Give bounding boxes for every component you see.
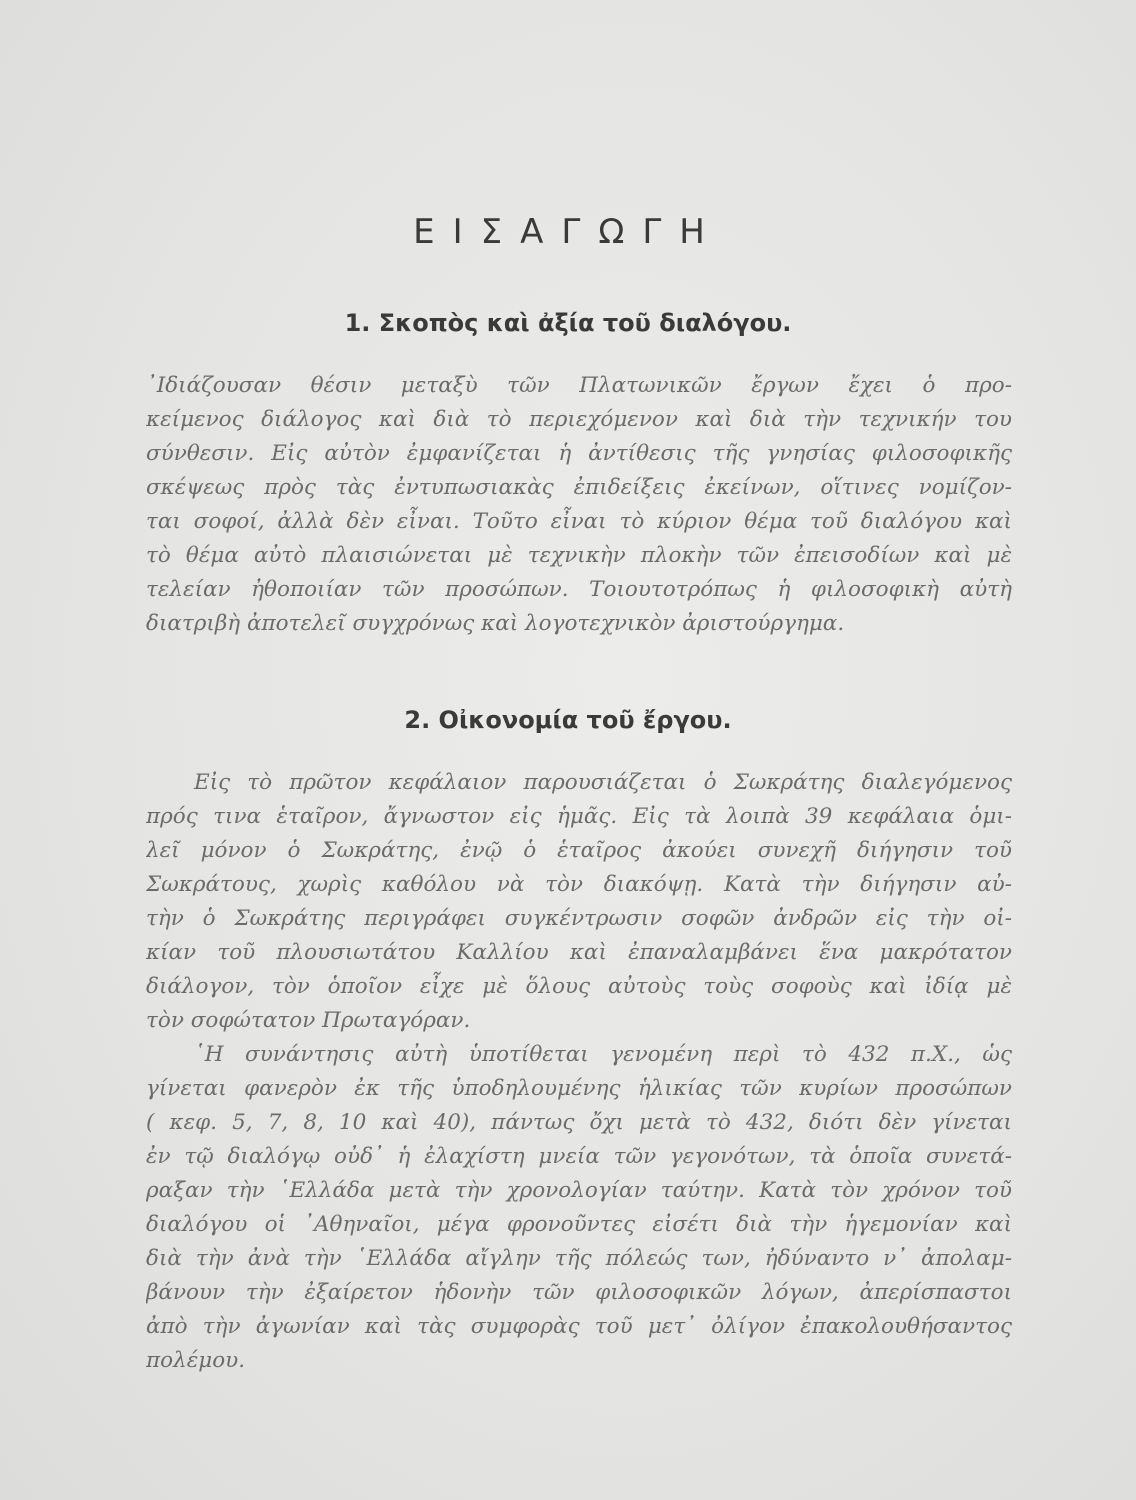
text-line: λεῖ μόνον ὁ Σωκράτης, ἐνῷ ὁ ἑταῖρος ἀκούει συνεχῆ διήγησιν τοῦ [146, 838, 1012, 863]
text-line: ῾Η συνάντησις αὐτὴ ὑποτίθεται γενομένη περὶ τὸ 432 π.Χ., ὡς [194, 1042, 1012, 1067]
text-line: βάνουν τὴν ἐξαίρετον ἡδονὴν τῶν φιλοσοφικῶν λόγων, ἀπερίσπαστοι [146, 1280, 1012, 1305]
text-line: διαλόγου οἱ ᾽Αθηναῖοι, μέγα φρονοῦντες εἰσέτι διὰ τὴν ἡγεμονίαν καὶ [146, 1212, 1012, 1237]
text-line: διάλογον, τὸν ὁποῖον εἶχε μὲ ὅλους αὐτοὺς τοὺς σοφοὺς καὶ ἰδίᾳ μὲ [146, 974, 1012, 999]
text-line: κείμενος διάλογος καὶ διὰ τὸ περιεχόμενον καὶ διὰ τὴν τεχνικήν του [146, 407, 1012, 432]
text-line: τελείαν ἠθοποιίαν τῶν προσώπων. Τοιουτοτρόπως ἡ φιλοσοφικὴ αὐτὴ [146, 577, 1012, 602]
text-line: ( κεφ. 5, 7, 8, 10 καὶ 40), πάντως ὄχι μετὰ τὸ 432, διότι δὲν γίνεται [146, 1110, 1012, 1135]
text-line: πρός τινα ἑταῖρον, ἄγνωστον εἰς ἡμᾶς. Εἰς τὰ λοιπὰ 39 κεφάλαια ὁμι- [146, 804, 1012, 829]
text-line: ἐν τῷ διαλόγῳ οὐδ᾽ ἡ ἐλαχίστη μνεία τῶν γεγονότων, τὰ ὁποῖα συνετά- [146, 1144, 1012, 1169]
text-line: ται σοφοί, ἀλλὰ δὲν εἶναι. Τοῦτο εἶναι τὸ κύριον θέμα τοῦ διαλόγου καὶ [146, 509, 1012, 534]
text-line: πολέμου. [146, 1348, 246, 1373]
text-line: Σωκράτους, χωρὶς καθόλου νὰ τὸν διακόψῃ. Κατὰ τὴν διήγησιν αὐ- [146, 872, 1012, 897]
text-line: τὴν ὁ Σωκράτης περιγράφει συγκέντρωσιν σοφῶν ἀνδρῶν εἰς τὴν οἰ- [146, 906, 1012, 931]
text-line: σκέψεως πρὸς τὰς ἐντυπωσιακὰς ἐπιδείξεις ἐκείνων, οἵτινες νομίζον- [146, 475, 1012, 500]
page-title: ΕΙΣΑΓΩΓΗ [413, 212, 723, 252]
text-line: τὸν σοφώτατον Πρωταγόραν. [146, 1008, 471, 1033]
text-line: ραξαν τὴν ῾Ελλάδα μετὰ τὴν χρονολογίαν ταύτην. Κατὰ τὸν χρόνον τοῦ [146, 1178, 1012, 1203]
text-line: τὸ θέμα αὐτὸ πλαισιώνεται μὲ τεχνικὴν πλοκὴν τῶν ἐπεισοδίων καὶ μὲ [146, 543, 1012, 568]
text-line: Εἰς τὸ πρῶτον κεφάλαιον παρουσιάζεται ὁ Σωκράτης διαλεγόμενος [194, 770, 1012, 795]
text-line: ᾽Ιδιάζουσαν θέσιν μεταξὺ τῶν Πλατωνικῶν ἔργων ἔχει ὁ προ- [146, 373, 1012, 398]
section-2-heading: 2. Οἰκονομία τοῦ ἔργου. [404, 706, 732, 734]
text-line: γίνεται φανερὸν ἐκ τῆς ὑποδηλουμένης ἡλικίας τῶν κυρίων προσώπων [146, 1076, 1012, 1101]
text-line: διὰ τὴν ἀνὰ τὴν ῾Ελλάδα αἴγλην τῆς πόλεώς των, ἠδύναντο ν᾽ ἀπολαμ- [146, 1246, 1012, 1271]
text-line: διατριβὴ ἀποτελεῖ συγχρόνως καὶ λογοτεχνικὸν ἀριστούργημα. [146, 611, 845, 636]
text-line: σύνθεσιν. Εἰς αὐτὸν ἐμφανίζεται ἡ ἀντίθεσις τῆς γνησίας φιλοσοφικῆς [146, 441, 1012, 466]
text-line: κίαν τοῦ πλουσιωτάτου Καλλίου καὶ ἐπαναλαμβάνει ἕνα μακρότατον [146, 940, 1012, 965]
section-1-heading: 1. Σκοπὸς καὶ ἀξία τοῦ διαλόγου. [344, 309, 792, 337]
text-line: ἀπὸ τὴν ἀγωνίαν καὶ τὰς συμφορὰς τοῦ μετ᾽ ὀλίγον ἐπακολουθήσαντος [146, 1314, 1012, 1339]
